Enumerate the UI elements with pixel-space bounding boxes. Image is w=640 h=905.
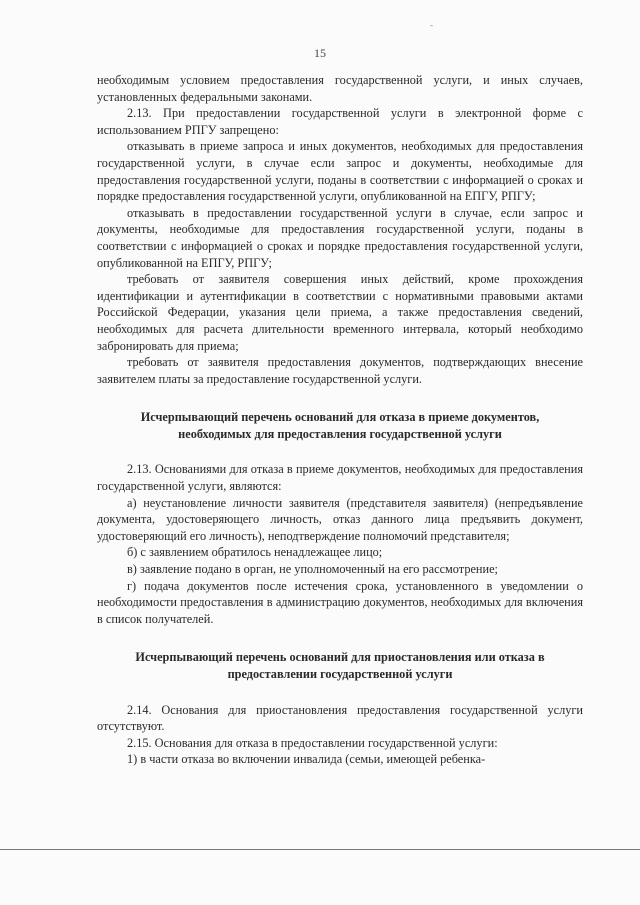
paragraph: в) заявление подано в орган, не уполномоченный на его рассмотрение; — [127, 562, 498, 577]
paragraph: 2.15. Основания для отказа в предоставлении государственной услуги: — [127, 735, 498, 750]
paragraph: а) неустановление личности заявителя (представителя заявителя) (непредъявление документа, удостоверяющего личность, отказ данного лица предъявить документ, удостоверяющий его личность), неподтверждение полномочий представителя; — [97, 495, 583, 543]
page-number: 15 — [314, 46, 326, 60]
section-heading: Исчерпывающий перечень оснований для отказа в приеме документов, необходимых для предоставления государственной услуги — [140, 410, 540, 441]
section-heading: Исчерпывающий перечень оснований для приостановления или отказа в предоставлении государственной услуги — [135, 650, 545, 681]
page-bottom-rule — [0, 849, 640, 850]
paragraph: 2.14. Основания для приостановления предоставления государственной услуги отсутствуют. — [97, 702, 583, 734]
paragraph: требовать от заявителя совершения иных действий, кроме прохождения идентификации и аутентификации в соответствии с нормативными правовыми актами Российской Федерации, указания цели приема, а также предоставления сведений, необходимых для расчета длительности временного интервала, который необходимо забронировать для приема; — [97, 272, 583, 353]
paragraph: 2.13. Основаниями для отказа в приеме документов, необходимых для предоставления государственной услуги, являются: — [97, 462, 583, 494]
paragraph: г) подача документов после истечения срока, установленного в уведомлении о необходимости предоставления в администрацию документов, необходимых для включения в список получателей. — [97, 578, 583, 626]
paragraph: 1) в части отказа во включении инвалида (семьи, имеющей ребенка- — [127, 752, 486, 767]
paragraph: требовать от заявителя предоставления документов, подтверждающих внесение заявителем платы за предоставление государственной услуги. — [97, 355, 583, 386]
scan-mark: - — [430, 20, 433, 30]
document-body — [97, 72, 583, 768]
bottom-section — [97, 702, 583, 768]
paragraph: необходимым условием предоставления государственной услуги, и иных случаев, установленных федеральными законами. — [97, 73, 583, 104]
middle-section — [97, 461, 583, 627]
paragraph: б) с заявлением обратилось ненадлежащее лицо; — [127, 545, 383, 560]
paragraph: отказывать в предоставлении государственной услуги в случае, если запрос и документы, необходимые для предоставления государственной услуги, поданы в соответствии с информацией о сроках и порядке предоставления государственной услуги, опубликованной на ЕПГУ, РПГУ; — [97, 205, 583, 270]
top-section — [97, 72, 583, 387]
paragraph: 2.13. При предоставлении государственной услуги в электронной форме с использованием РПГУ запрещено: — [97, 106, 583, 137]
paragraph: отказывать в приеме запроса и иных документов, необходимых для предоставления государственной услуги, в случае если запрос и документы, необходимые для предоставления государственной услуги, поданы в соответствии с информацией о сроках и порядке предоставления государственной услуги, опубликованной на ЕПГУ, РПГУ; — [97, 139, 583, 204]
